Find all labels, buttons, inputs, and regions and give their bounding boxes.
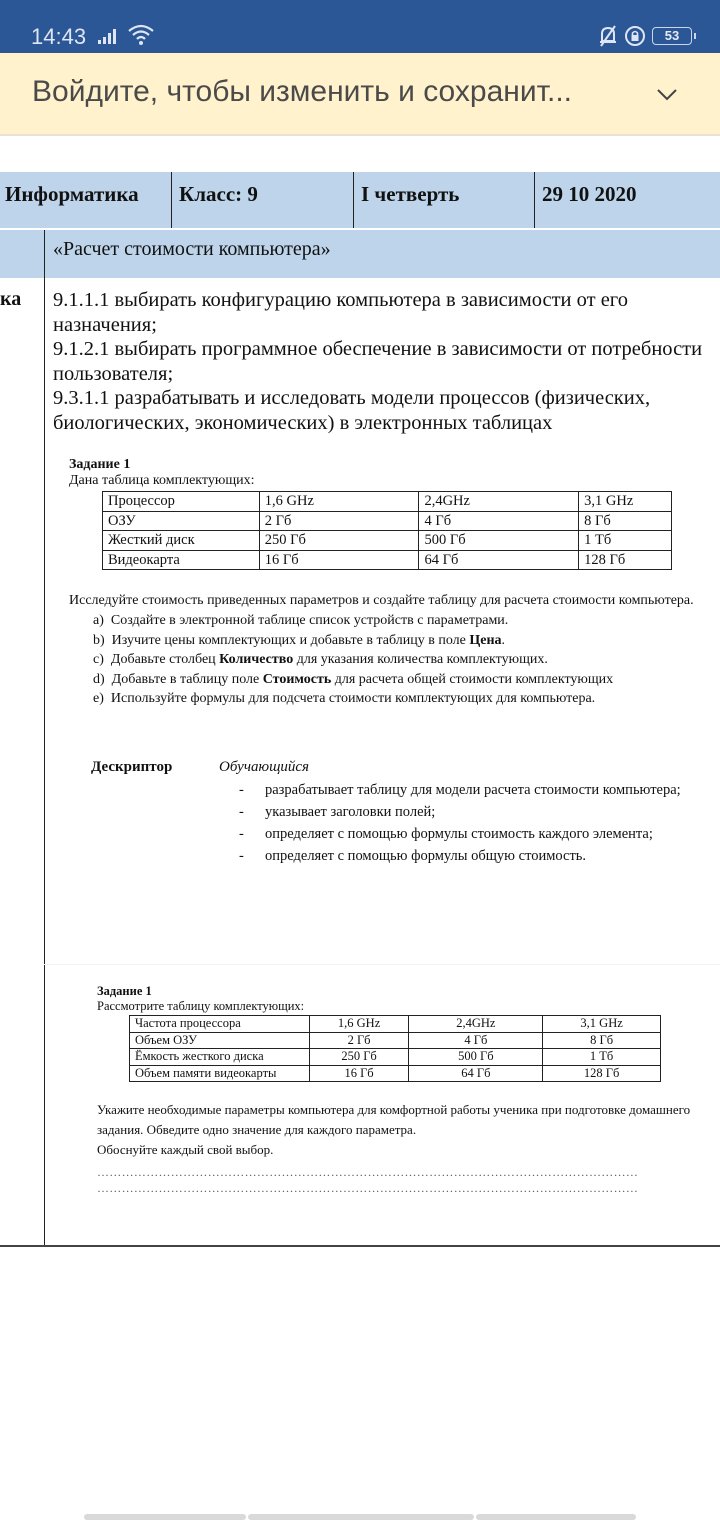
subject-cell: Информатика	[5, 182, 139, 206]
table-row: Жесткий диск 250 Гб 500 Гб 1 Тб	[103, 531, 672, 551]
table-row: Объем памяти видеокарты 16 Гб 64 Гб 128 Гб	[130, 1065, 661, 1082]
divider	[44, 964, 720, 965]
task-title: Задание 1	[97, 984, 152, 998]
task-instructions: Обоснуйте каждый свой выбор.	[97, 1142, 274, 1157]
list-item: c) Добавьте столбец Количество для указания количества комплектующих.	[93, 652, 548, 667]
list-item: - определяет с помощью формулы общую стоимость.	[239, 847, 587, 864]
list-item: e) Используйте формулы для подсчета стоимости комплектующих для компьютера.	[93, 691, 596, 706]
lesson-header-row	[0, 172, 720, 228]
descriptor-items	[239, 779, 707, 867]
list-item: - указывает заголовки полей;	[239, 803, 436, 820]
table-row: ОЗУ 2 Гб 4 Гб 8 Гб	[103, 511, 672, 531]
battery-icon: 53	[652, 27, 692, 45]
cell-divider	[353, 172, 354, 228]
components-table-2	[129, 1015, 661, 1082]
task-title: Задание 1	[69, 457, 131, 472]
list-item: a) Создайте в электронной таблице список устройств с параметрами.	[93, 613, 509, 628]
list-item: - определяет с помощью формулы стоимость каждого элемента;	[239, 825, 653, 842]
quarter-cell: I четверть	[361, 182, 460, 206]
task-instructions: Укажите необходимые параметры компьютера для комфортной работы ученика при подготовке домашнего задания. Обведите одно значение для каждого параметра.	[97, 1102, 691, 1137]
answer-line: ……………………………………………………………………………………………………………………	[97, 1165, 639, 1179]
task-1	[69, 457, 714, 889]
status-icons	[598, 25, 692, 47]
descriptor-block	[69, 759, 714, 889]
horizontal-scrollbar[interactable]	[84, 1514, 636, 1520]
descriptor-label: Дескриптор	[91, 758, 173, 775]
task-intro: Исследуйте стоимость приведенных параметров и создайте таблицу для расчета стоимости компьютера.	[69, 593, 694, 608]
goal-item: 9.3.1.1 разрабатывать и исследовать модели процессов (физических, биологических, экономических) в электронных таблицах	[53, 387, 651, 434]
table-row: Объем ОЗУ 2 Гб 4 Гб 8 Гб	[130, 1032, 661, 1049]
table-row: Видеокарта 16 Гб 64 Гб 128 Гб	[103, 550, 672, 570]
sign-in-banner-text[interactable]: Войдите, чтобы изменить и сохранит...	[32, 75, 573, 108]
topic-row	[0, 230, 720, 278]
table-row: Ёмкость жесткого диска 250 Гб 500 Гб 1 Тб	[130, 1049, 661, 1066]
grade-cell: Класс: 9	[179, 182, 258, 206]
notifications-off-icon	[598, 25, 618, 47]
learning-goals	[53, 288, 713, 435]
goal-item: 9.1.1.1 выбирать конфигурацию компьютера в зависимости от его назначения;	[53, 289, 628, 336]
table-row: Частота процессора 1,6 GHz 2,4GHz 3,1 GHz	[130, 1016, 661, 1033]
wifi-icon	[127, 24, 155, 46]
list-item: d) Добавьте в таблицу поле Стоимость для расчета общей стоимости комплектующих	[93, 671, 614, 687]
components-table	[102, 491, 672, 570]
task-subtitle: Рассмотрите таблицу комплектующих:	[97, 999, 305, 1013]
left-column-fragment: ка	[0, 288, 22, 310]
goal-item: 9.1.2.1 выбирать программное обеспечение в зависимости от потребности пользователя;	[53, 338, 703, 385]
chevron-down-icon[interactable]	[654, 81, 680, 107]
signal-icon	[98, 28, 120, 44]
table-bottom-border	[0, 1245, 720, 1247]
task-steps	[93, 611, 714, 709]
status-bar	[0, 0, 720, 53]
sign-in-banner[interactable]	[0, 53, 720, 136]
answer-line: ……………………………………………………………………………………………………………………	[97, 1181, 639, 1195]
descriptor-subject: Обучающийся	[219, 758, 310, 775]
list-item: b) Изучите цены комплектующих и добавьте в таблицу в поле Цена.	[93, 632, 506, 648]
table-row: Процессор 1,6 GHz 2,4GHz 3,1 GHz	[103, 492, 672, 512]
column-divider	[44, 230, 45, 1245]
date-cell: 29 10 2020	[542, 182, 637, 206]
cell-divider	[534, 172, 535, 228]
cell-divider	[171, 172, 172, 228]
rotation-lock-icon	[624, 25, 646, 47]
topic-title: «Расчет стоимости компьютера»	[53, 238, 331, 260]
task-2	[97, 984, 697, 1196]
task-subtitle: Дана таблица комплектующих:	[69, 473, 255, 488]
list-item: - разрабатывает таблицу для модели расчета стоимости компьютера;	[239, 781, 681, 798]
status-time: 14:43	[31, 24, 87, 49]
